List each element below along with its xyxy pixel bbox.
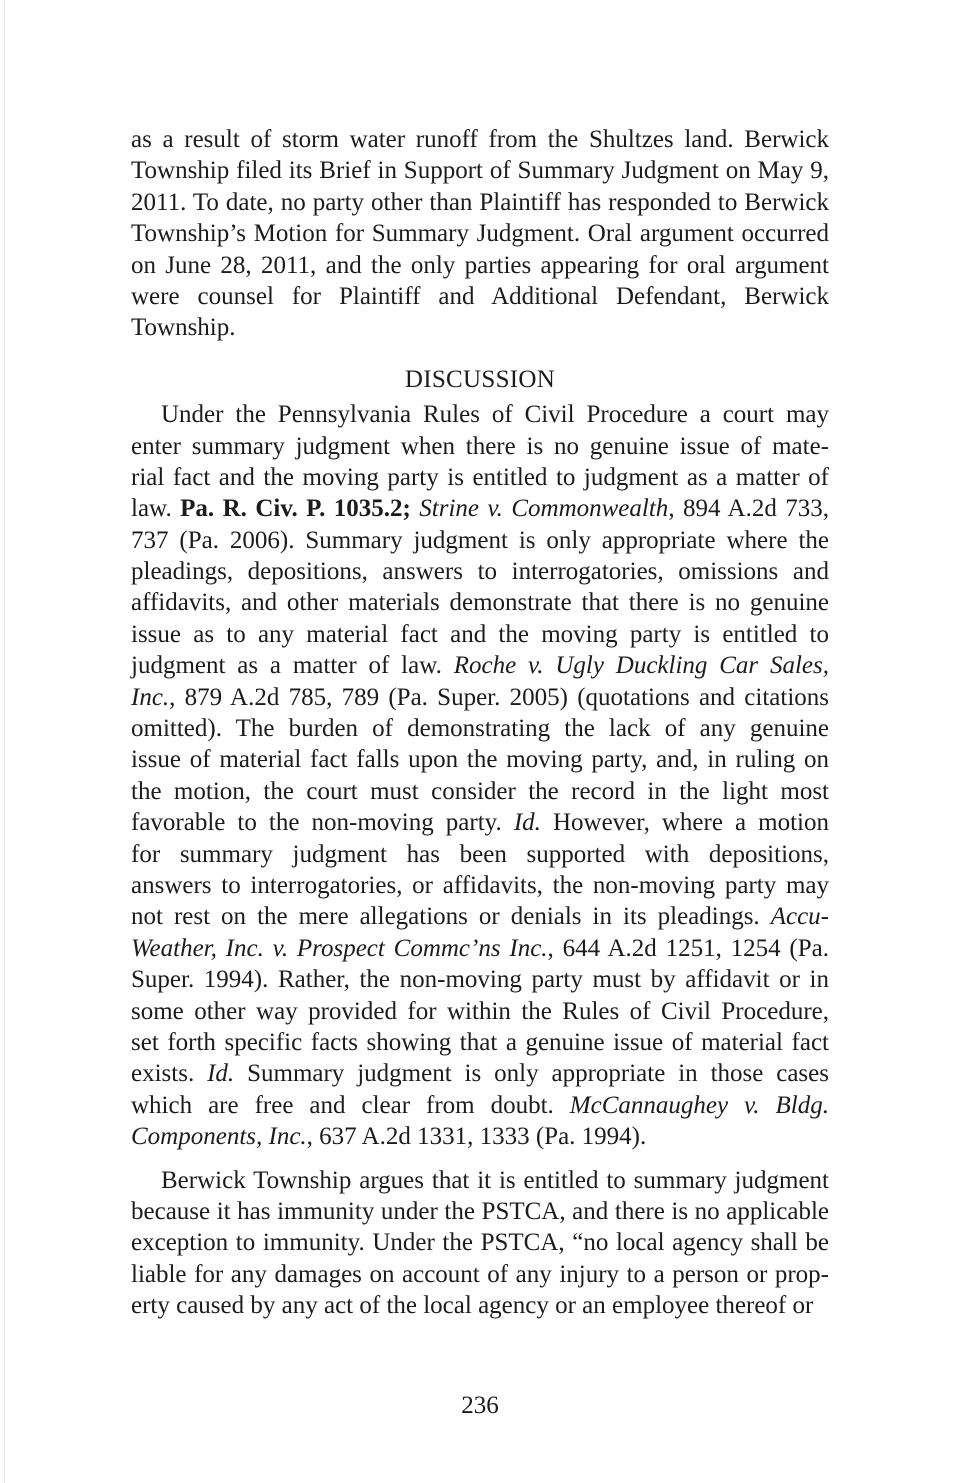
text-line xyxy=(131,901,829,932)
text-run: , 894 A.2d 733, xyxy=(668,495,830,523)
citation-italic: Id. xyxy=(513,809,541,837)
text-run: rial fact and the moving party is entitled to judgment as a matter of xyxy=(131,463,829,491)
text-line xyxy=(131,124,829,155)
body-text xyxy=(131,124,829,1321)
text-line xyxy=(131,462,829,493)
citation-italic: Components, Inc. xyxy=(131,1123,307,1151)
text-line xyxy=(131,776,829,807)
text-line xyxy=(131,619,829,650)
text-line xyxy=(131,964,829,995)
text-run: affidavits, and other materials demonstrate that there is no genuine xyxy=(131,589,829,617)
text-line xyxy=(131,250,829,281)
paragraph-discussion-1 xyxy=(131,399,829,1152)
citation-italic: Accu- xyxy=(770,903,829,931)
rule-citation-bold: Pa. R. Civ. P. 1035.2; xyxy=(180,495,411,523)
text-line xyxy=(131,218,829,249)
text-line xyxy=(131,187,829,218)
text-line xyxy=(131,431,829,462)
text-run: exception to immunity. Under the PSTCA, “no local agency shall be xyxy=(131,1229,829,1257)
text-line xyxy=(131,281,829,312)
paragraph-discussion-2 xyxy=(131,1165,829,1322)
text-line xyxy=(131,1058,829,1089)
text-line xyxy=(131,312,829,343)
text-run: Summary judgment is only appropriate in those cases xyxy=(234,1060,829,1088)
text-line xyxy=(131,1196,829,1227)
text-line xyxy=(131,1165,829,1196)
citation-italic: Inc. xyxy=(131,683,170,711)
text-run: enter summary judgment when there is no genuine issue of mate- xyxy=(131,432,829,460)
text-line xyxy=(131,1259,829,1290)
text-run: issue as to any material fact and the moving party is entitled to xyxy=(131,620,829,648)
text-run: because it has immunity under the PSTCA, and there is no applicable xyxy=(131,1197,829,1225)
text-run: were counsel for Plaintiff and Additional Defendant, Berwick xyxy=(131,282,829,310)
citation-italic: Weather, Inc. v. Prospect Commc’ns Inc. xyxy=(131,934,548,962)
page-number: 236 xyxy=(461,1392,499,1419)
text-line xyxy=(131,1090,829,1121)
text-run: answers to interrogatories, or affidavits, the non-moving party may xyxy=(131,871,829,899)
text-run: some other way provided for within the Rules of Civil Procedure, xyxy=(131,997,829,1025)
text-run: erty caused by any act of the local agency or an employee thereof or xyxy=(131,1292,814,1320)
text-line xyxy=(131,807,829,838)
text-run: which are free and clear from doubt. xyxy=(131,1091,570,1119)
citation-italic: Roche v. Ugly Duckling Car Sales, xyxy=(453,652,829,680)
text-run: exists. xyxy=(131,1060,208,1088)
text-line xyxy=(131,556,829,587)
text-run: , 644 A.2d 1251, 1254 (Pa. xyxy=(547,934,830,962)
text-line xyxy=(131,399,829,430)
text-run: Berwick Township argues that it is entitled to summary judgment xyxy=(161,1166,829,1194)
text-line xyxy=(131,525,829,556)
text-line xyxy=(131,1121,829,1152)
text-line xyxy=(131,1290,829,1321)
text-line xyxy=(131,933,829,964)
text-run: Super. 1994). Rather, the non-moving party must by affidavit or in xyxy=(131,966,829,994)
section-heading: DISCUSSION xyxy=(404,365,556,393)
text-run: pleadings, depositions, answers to interrogatories, omissions and xyxy=(131,558,829,586)
text-run: However, where a motion xyxy=(540,809,829,837)
text-line xyxy=(131,744,829,775)
text-line xyxy=(131,870,829,901)
text-run: 2011. To date, no party other than Plaintiff has responded to Berwick xyxy=(131,188,829,216)
text-run: as a result of storm water runoff from the Shultzes land. Berwick xyxy=(131,126,829,153)
text-run: favorable to the non-moving party. xyxy=(131,809,514,837)
text-run: liable for any damages on account of any injury to a person or prop- xyxy=(131,1260,829,1288)
text-run: , 637 A.2d 1331, 1333 (Pa. 1994). xyxy=(306,1123,647,1151)
citation-italic: Id. xyxy=(207,1060,235,1088)
text-run: 737 (Pa. 2006). Summary judgment is only appropriate where the xyxy=(131,526,829,554)
citation-italic: McCannaughey v. Bldg. xyxy=(569,1091,830,1119)
page-edge-line xyxy=(4,0,5,1483)
text-run: Township filed its Brief in Support of Summary Judgment on May 9, xyxy=(131,157,829,185)
text-run: issue of material fact falls upon the moving party, and, in ruling on xyxy=(131,746,829,774)
text-run: law. xyxy=(131,495,181,523)
text-line xyxy=(131,587,829,618)
text-run: for summary judgment has been supported with depositions, xyxy=(131,840,829,868)
text-line xyxy=(131,650,829,681)
text-line xyxy=(131,839,829,870)
text-run: Township’s Motion for Summary Judgment. Oral argument occurred xyxy=(131,220,829,248)
text-line xyxy=(131,1227,829,1258)
text-line xyxy=(131,996,829,1027)
text-run: , 879 A.2d 785, 789 (Pa. Super. 2005) (quotations and citations xyxy=(169,683,829,711)
text-run: judgment as a matter of law. xyxy=(131,652,454,680)
text-line xyxy=(131,493,829,524)
text-line xyxy=(131,682,829,713)
paragraph-intro xyxy=(131,124,829,344)
text-line xyxy=(131,713,829,744)
text-run: Township. xyxy=(131,314,236,342)
text-run: on June 28, 2011, and the only parties appearing for oral argument xyxy=(131,251,829,279)
text-run: the motion, the court must consider the record in the light most xyxy=(131,777,829,805)
text-run: set forth specific facts showing that a genuine issue of material fact xyxy=(131,1028,829,1056)
text-run: Under the Pennsylvania Rules of Civil Procedure a court may xyxy=(161,401,829,429)
text-line xyxy=(131,155,829,186)
text-run: omitted). The burden of demonstrating the lack of any genuine xyxy=(131,715,829,743)
citation-italic: Strine v. Commonwealth xyxy=(419,495,669,523)
text-run: not rest on the mere allegations or denials in its pleadings. xyxy=(131,903,771,931)
text-line xyxy=(131,1027,829,1058)
